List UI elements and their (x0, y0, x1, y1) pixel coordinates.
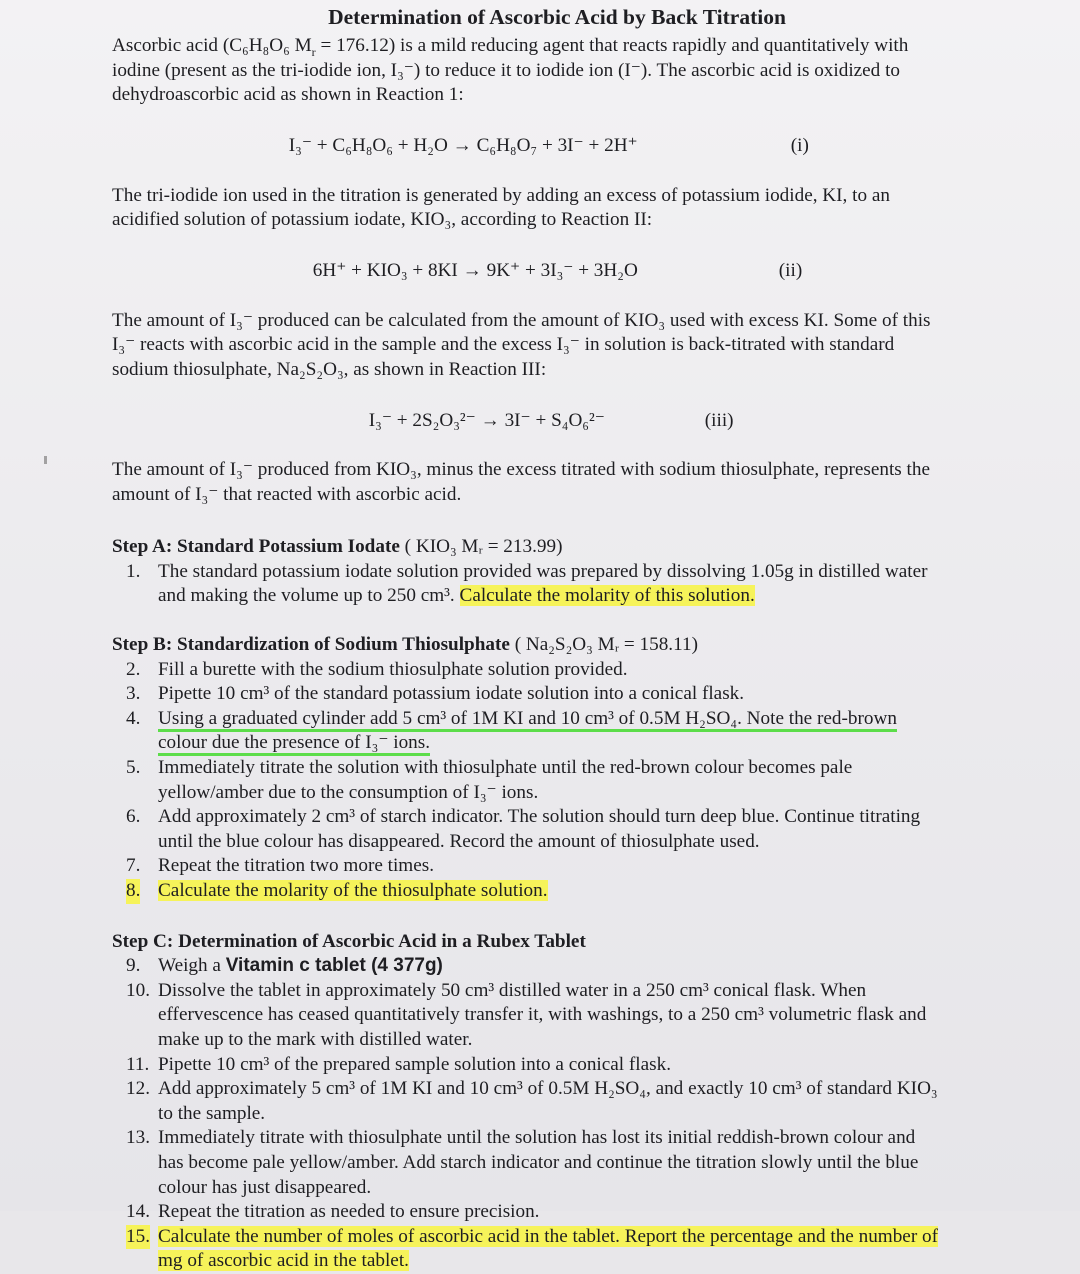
paragraph-2: The tri-iodide ion used in the titration is generated by adding an excess of potassium iodide, KI, to an acidified solution of potassium iodate, KIO₃, according to Reaction II: (112, 184, 890, 231)
item-text: Using a graduated cylinder add 5 cm³ of 1M KI and 10 cm³ of 0.5M H₂SO₄. Note the red-brown colour due the presence of I₃⁻ ions. (158, 707, 897, 754)
step-c-list (112, 954, 942, 1274)
item-text: Weigh a (158, 955, 226, 977)
reaction-2 (112, 235, 942, 309)
item-number: 4. (126, 707, 141, 729)
document-body (112, 4, 942, 1274)
reaction-2-equation: 6H⁺ + KIO₃ + 8KI → 9K⁺ + 3I₃⁻ + 3H₂O (312, 260, 638, 282)
highlighted-text: Calculate the molarity of this solution. (459, 585, 755, 607)
annotation-text: Vitamin c tablet (4 377g) (225, 955, 443, 977)
reaction-1-equation: I₃⁻ + C₆H₈O₆ + H₂O → C₆H₈O₇ + 3I⁻ + 2H⁺ (288, 135, 638, 157)
item-text: The standard potassium iodate solution provided was prepared by dissolving 1.05g in distilled water and making the volume up to 250 cm³. (158, 560, 928, 607)
list-item (112, 682, 942, 707)
step-b-formula: ( Na₂S₂O₃ Mᵣ = 158.11) (514, 634, 698, 656)
item-text: Immediately titrate the solution with thiosulphate until the red-brown colour becomes pale yellow/amber due to the consumption of I₃⁻ ions. (158, 757, 853, 803)
item-number: 11. (126, 1053, 150, 1075)
step-a-list (112, 560, 942, 609)
highlighted-text: Calculate the molarity of the thiosulphate solution. (158, 880, 548, 901)
item-number: 13. (126, 1127, 150, 1149)
step-a-formula: ( KIO₃ Mᵣ = 213.99) (404, 536, 563, 558)
item-number: 8. (126, 879, 140, 904)
item-number: 6. (126, 806, 141, 828)
item-text: Repeat the titration two more times. (158, 855, 435, 877)
list-item (112, 805, 942, 854)
list-item (112, 1053, 942, 1078)
item-number: 2. (126, 658, 141, 680)
item-text: Immediately titrate with thiosulphate until the solution has lost its initial reddish-brown colour and has become pale yellow/amber. Add starch indicator and continue the titration slowly until the blue colour has just disappeared. (158, 1127, 919, 1198)
step-b-title: Step B: Standardization of Sodium Thiosulphate (112, 634, 510, 656)
intro-paragraph (112, 34, 942, 108)
list-item (112, 954, 942, 979)
reaction-2-label: (ii) (778, 260, 803, 282)
step-a-title: Step A: Standard Potassium Iodate (112, 536, 400, 558)
list-item (112, 879, 942, 904)
item-number: 12. (126, 1078, 150, 1100)
paragraph-3: The amount of I₃⁻ produced can be calculated from the amount of KIO₃ used with excess KI. Some of this I₃⁻ reacts with ascorbic acid in the sample and the excess I₃⁻ in solution is back-titrated with standard sodium thiosulphate, Na₂S₂O₃, as shown in Reaction III: (112, 309, 931, 380)
reaction-1 (112, 110, 942, 184)
step-b-list (112, 658, 942, 904)
item-number: 14. (126, 1201, 150, 1223)
reaction-1-label: (i) (790, 135, 809, 157)
item-text: Add approximately 2 cm³ of starch indicator. The solution should turn deep blue. Continue titrating until the blue colour has disappeared. Record the amount of thiosulphate used. (158, 806, 921, 852)
item-text: Pipette 10 cm³ of the prepared sample solution into a conical flask. (158, 1053, 672, 1075)
item-number: 10. (126, 979, 150, 1001)
reaction-3-label: (iii) (704, 409, 734, 431)
list-item (112, 979, 942, 1053)
item-number: 1. (126, 560, 141, 582)
paper-mark (44, 456, 47, 464)
intro-text-a: Ascorbic acid (C₆H₈O₆ M (112, 35, 312, 56)
item-number: 3. (126, 683, 141, 705)
item-text: Fill a burette with the sodium thiosulphate solution provided. (158, 658, 628, 680)
list-item (112, 560, 942, 609)
intro-subscript: r (311, 44, 316, 59)
item-text: Add approximately 5 cm³ of 1M KI and 10 cm³ of 0.5M H₂SO₄, and exactly 10 cm³ of standard KIO₃ to the sample. (158, 1078, 938, 1124)
list-item (112, 1077, 942, 1126)
document-title: Determination of Ascorbic Acid by Back Titration (328, 5, 786, 29)
step-b-heading (112, 633, 942, 658)
list-item (112, 1200, 942, 1225)
step-c-title: Step C: Determination of Ascorbic Acid in a Rubex Tablet (112, 930, 586, 952)
item-text: Dissolve the tablet in approximately 50 cm³ distilled water in a 250 cm³ conical flask. When effervescence has ceased quantitatively transfer it, with washings, to a 250 cm³ volumetric flask and make up to the mark with distilled water. (158, 979, 927, 1050)
list-item (112, 1126, 942, 1200)
item-number: 15. (126, 1225, 150, 1250)
list-item (112, 756, 942, 805)
step-c-heading (112, 930, 942, 955)
reaction-3-equation: I₃⁻ + 2S₂O₃²⁻ → 3I⁻ + S₄O₆²⁻ (368, 409, 605, 431)
list-item (112, 854, 942, 879)
highlighted-text: Calculate the number of moles of ascorbic acid in the tablet. Report the percentage and the number of mg of ascorbic acid in the tablet. (158, 1225, 938, 1272)
intro-text-b: = 176.12) is a mild reducing agent that reacts rapidly and quantitatively with iodine (present as the tri-iodide ion, I₃⁻) to reduce it to iodide ion (I⁻). The ascorbic acid is oxidized to dehydroascorbic acid as shown in Reaction 1: (112, 35, 909, 106)
item-text: Pipette 10 cm³ of the standard potassium iodate solution into a conical flask. (158, 683, 745, 705)
list-item (112, 707, 942, 756)
item-number: 5. (126, 757, 141, 779)
step-a-heading (112, 535, 942, 560)
item-number: 9. (126, 955, 141, 977)
item-number: 7. (126, 855, 141, 877)
paragraph-4: The amount of I₃⁻ produced from KIO₃, minus the excess titrated with sodium thiosulphate, represents the amount of I₃⁻ that reacted with ascorbic acid. (112, 459, 930, 505)
list-item (112, 1225, 942, 1274)
reaction-3 (112, 384, 942, 458)
item-text: Repeat the titration as needed to ensure precision. (158, 1201, 540, 1223)
list-item (112, 658, 942, 683)
